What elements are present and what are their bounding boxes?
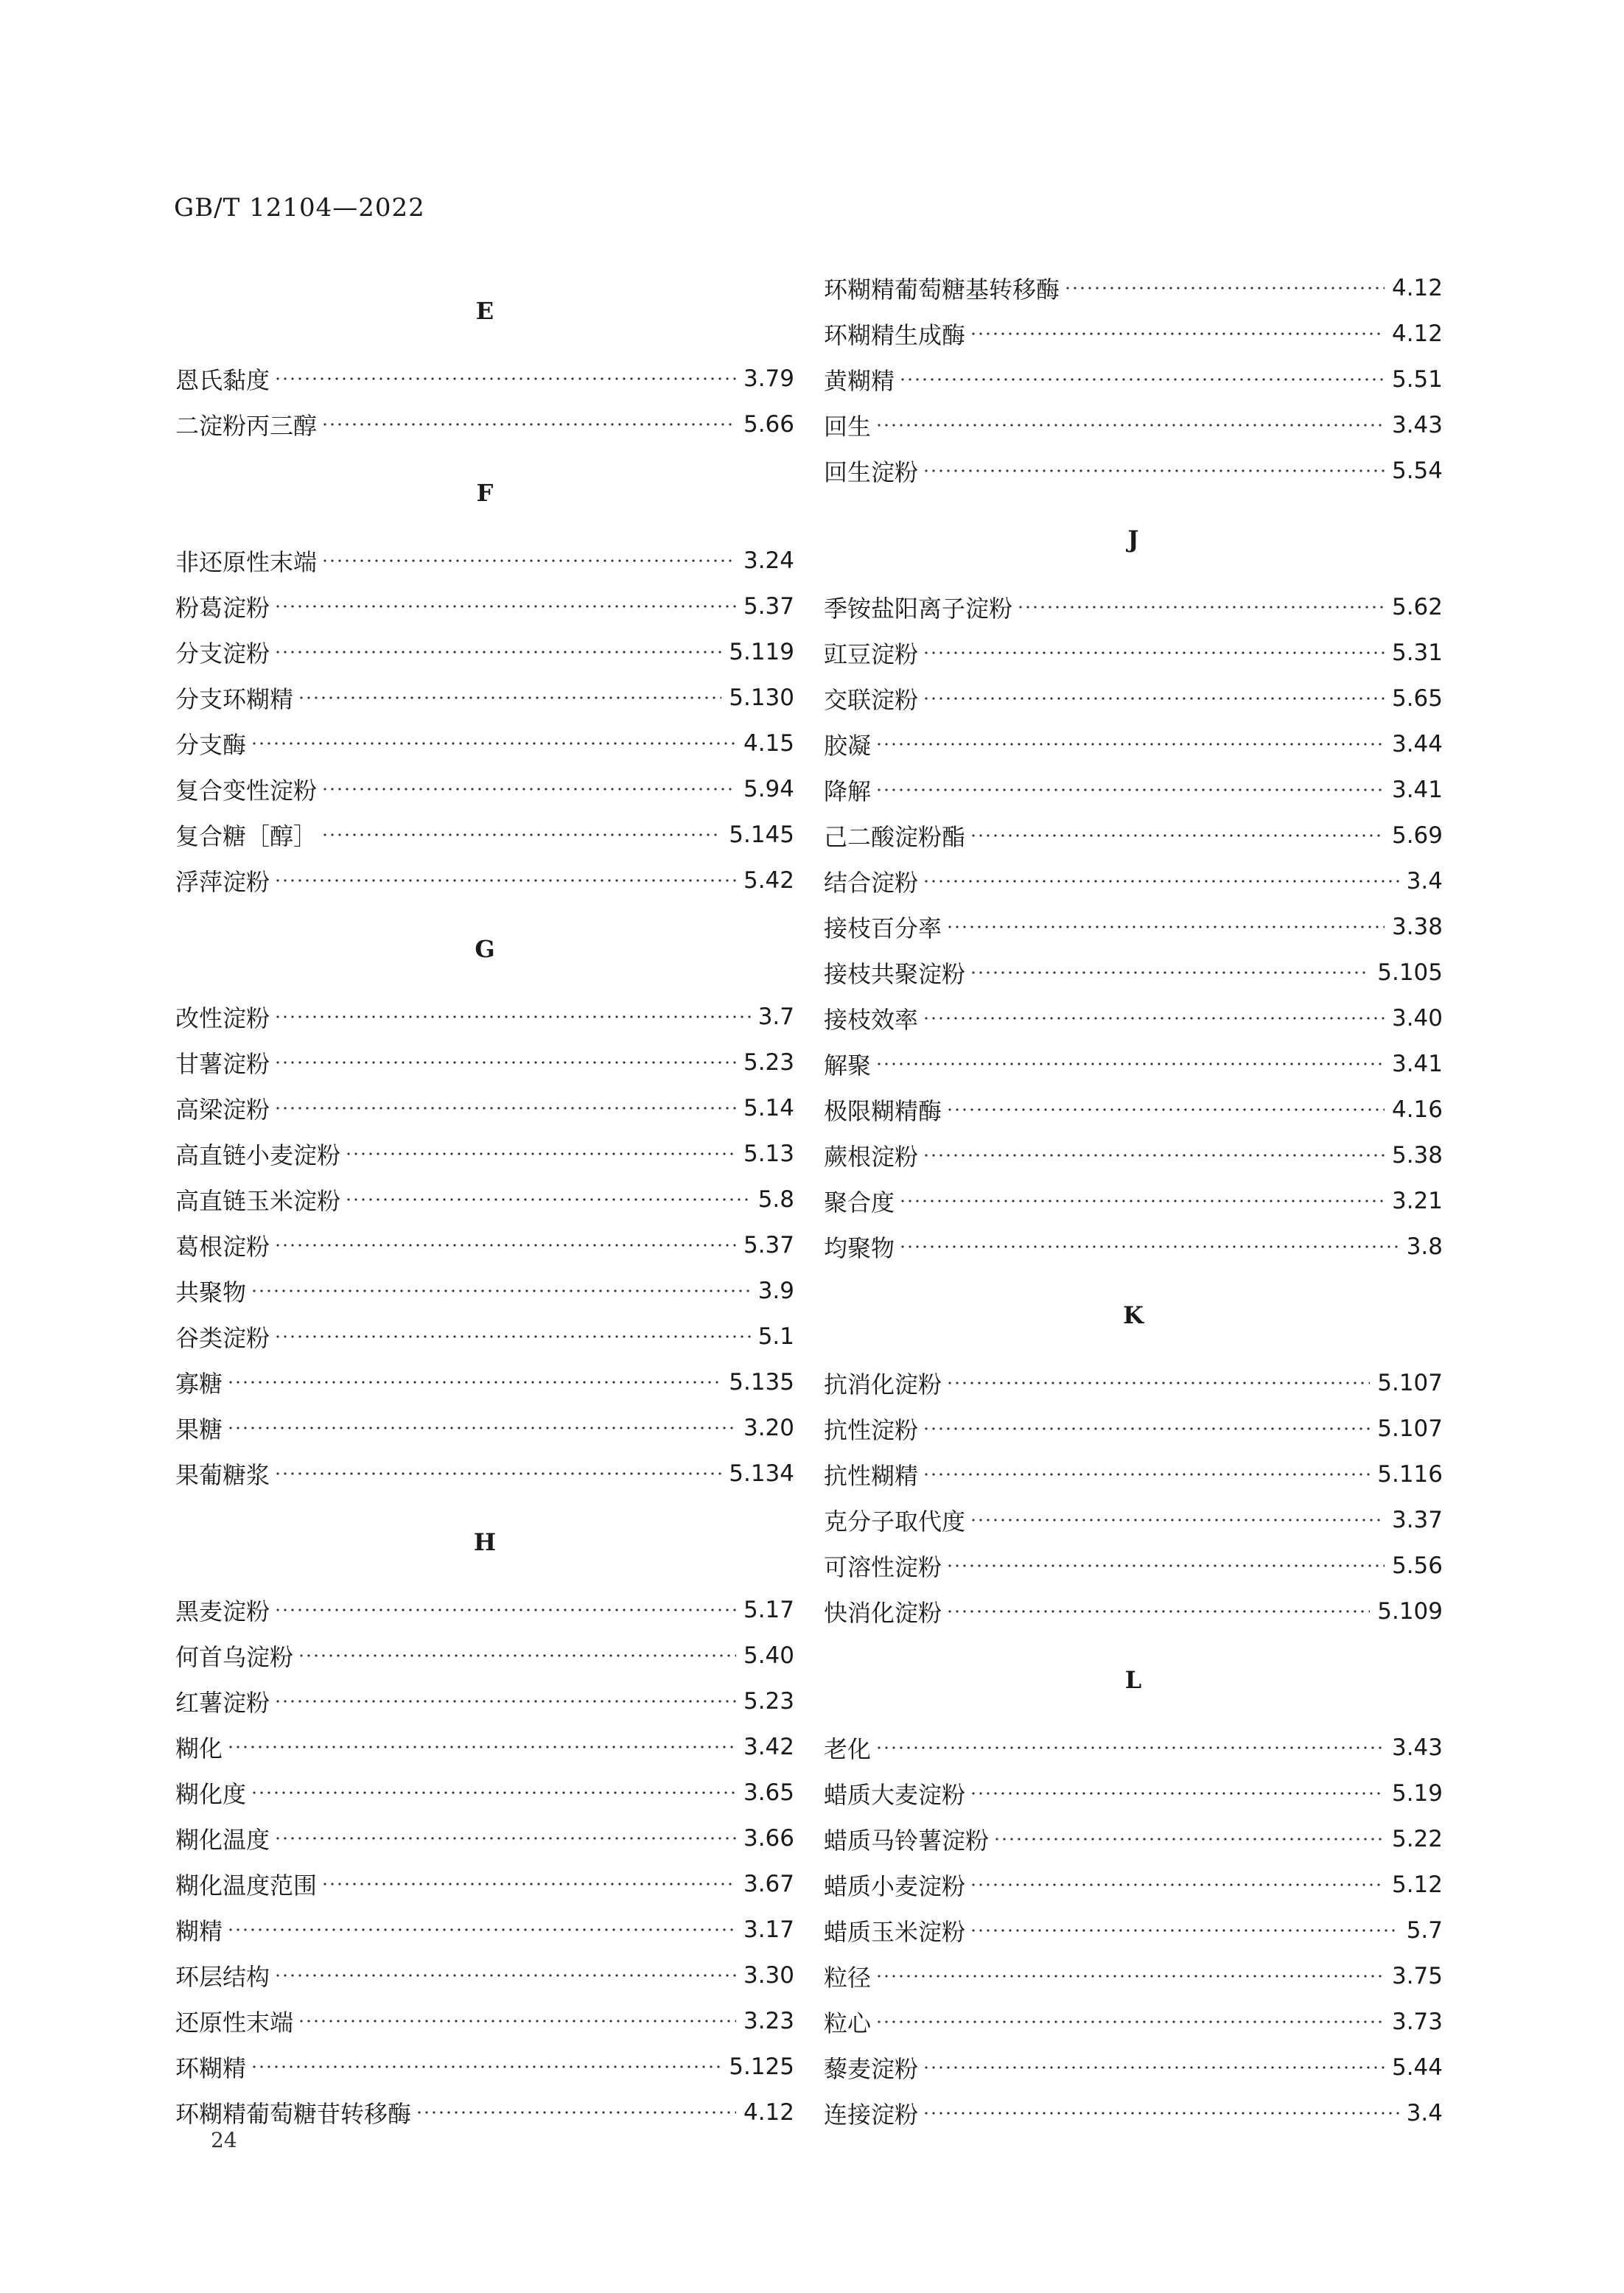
index-term: 还原性末端 [175, 2009, 294, 2037]
index-entry [824, 1133, 1443, 1178]
dot-leader [993, 1838, 1385, 1841]
dot-leader [251, 2065, 721, 2068]
dot-leader [251, 1791, 736, 1794]
clause-number: 5.130 [729, 685, 794, 711]
index-term: 糊化 [175, 1734, 223, 1762]
index-term: 果葡糖浆 [175, 1461, 270, 1489]
index-entry [824, 950, 1443, 995]
index-entry [824, 357, 1443, 402]
index-entry [824, 1862, 1443, 1908]
index-term: 浮萍淀粉 [175, 868, 270, 896]
clause-number: 3.75 [1391, 1963, 1443, 1989]
section-letter: F [476, 478, 494, 507]
dot-leader [321, 788, 736, 791]
dot-leader [227, 1746, 736, 1748]
clause-number: 3.17 [743, 1916, 794, 1943]
clause-number: 4.12 [1391, 275, 1443, 301]
dot-leader [274, 1608, 736, 1611]
clause-number: 4.12 [1391, 321, 1443, 347]
index-term: 解聚 [824, 1051, 872, 1079]
dot-leader [274, 1335, 751, 1338]
index-term: 甘薯淀粉 [175, 1050, 270, 1078]
clause-number: 3.37 [1391, 1507, 1443, 1533]
dot-leader [875, 1975, 1385, 1978]
clause-number: 5.13 [743, 1141, 794, 1167]
dot-leader [875, 424, 1385, 427]
clause-number: 5.116 [1377, 1461, 1443, 1488]
dot-leader [274, 1472, 721, 1475]
clause-number: 3.8 [1406, 1233, 1443, 1260]
clause-number: 5.7 [1406, 1917, 1443, 1944]
index-entry [824, 265, 1443, 311]
clause-number: 3.44 [1391, 731, 1443, 757]
index-entry [175, 1633, 794, 1678]
dot-leader [274, 651, 721, 654]
dot-leader [899, 1245, 1399, 1248]
dot-leader [875, 788, 1385, 791]
index-entry [824, 1360, 1443, 1406]
index-entry [175, 1359, 794, 1405]
index-entry [824, 584, 1443, 630]
index-entry [175, 1724, 794, 1770]
index-term: 红薯淀粉 [175, 1689, 270, 1717]
index-term: 回生淀粉 [824, 458, 919, 486]
index-entry [175, 858, 794, 903]
dot-leader [274, 1837, 736, 1840]
index-entry [824, 676, 1443, 721]
clause-number: 5.17 [743, 1597, 794, 1623]
clause-number: 3.40 [1391, 1005, 1443, 1032]
index-entry [824, 311, 1443, 357]
index-entry [175, 584, 794, 629]
index-term: 糊化温度 [175, 1826, 270, 1854]
index-term: 接枝效率 [824, 1006, 919, 1034]
index-term: 老化 [824, 1735, 872, 1763]
clause-number: 3.67 [743, 1871, 794, 1897]
clause-number: 5.105 [1377, 959, 1443, 986]
index-entry [824, 448, 1443, 494]
index-column-left [175, 265, 794, 2135]
index-entry [175, 1953, 794, 1998]
dot-leader [416, 2111, 736, 2114]
index-entry [824, 1497, 1443, 1543]
clause-number: 3.79 [743, 365, 794, 392]
index-entry [175, 629, 794, 675]
clause-number: 3.7 [757, 1004, 794, 1030]
index-term: 接枝共聚淀粉 [824, 960, 966, 988]
index-entry [824, 1452, 1443, 1497]
clause-number: 3.43 [1391, 1734, 1443, 1761]
clause-number: 3.38 [1391, 914, 1443, 940]
index-term: 分支环糊精 [175, 685, 294, 713]
index-term: 分支酶 [175, 731, 247, 759]
index-entry [175, 2090, 794, 2135]
clause-number: 5.37 [743, 1232, 794, 1258]
index-term: 何首乌淀粉 [175, 1643, 294, 1671]
index-entry [824, 858, 1443, 904]
index-column-right [824, 265, 1443, 2136]
dot-leader [274, 1974, 736, 1977]
index-entry [175, 1131, 794, 1177]
index-term: 复合变性淀粉 [175, 777, 318, 805]
index-entry [824, 1999, 1443, 2045]
index-entry [175, 994, 794, 1040]
section-letter: G [475, 934, 495, 963]
dot-leader [298, 696, 721, 699]
index-entry [824, 767, 1443, 813]
index-term: 极限糊精酶 [824, 1097, 942, 1125]
dot-leader [251, 742, 736, 745]
index-entry [175, 1998, 794, 2044]
clause-number: 5.31 [1391, 640, 1443, 666]
clause-number: 5.51 [1391, 366, 1443, 393]
dot-leader [946, 1108, 1385, 1111]
dot-leader [899, 1200, 1385, 1202]
dot-leader [274, 1061, 736, 1064]
index-term: 分支淀粉 [175, 640, 270, 668]
index-term: 蜡质玉米淀粉 [824, 1918, 966, 1946]
dot-leader [1017, 606, 1385, 609]
dot-leader [970, 1792, 1385, 1795]
dot-leader [923, 697, 1385, 700]
index-entry [824, 1087, 1443, 1133]
index-term: 二淀粉丙三醇 [175, 412, 318, 440]
index-entry [824, 1406, 1443, 1452]
index-entry [175, 1085, 794, 1131]
index-entry [824, 1543, 1443, 1589]
clause-number: 4.12 [743, 2099, 794, 2126]
clause-number: 5.42 [743, 867, 794, 894]
clause-number: 5.1 [757, 1323, 794, 1350]
index-term: 黄糊精 [824, 367, 895, 395]
dot-leader [274, 1015, 751, 1018]
index-term: 改性淀粉 [175, 1004, 270, 1032]
index-entry [175, 1678, 794, 1724]
clause-number: 5.22 [1391, 1826, 1443, 1852]
index-term: 糊精 [175, 1917, 223, 1945]
dot-leader [274, 1700, 736, 1703]
index-term: 环层结构 [175, 1963, 270, 1991]
clause-number: 3.9 [757, 1278, 794, 1304]
index-entry [824, 1041, 1443, 1087]
index-entry [175, 1177, 794, 1222]
index-entry [824, 1224, 1443, 1270]
index-entry [824, 1589, 1443, 1634]
index-term: 抗性糊精 [824, 1462, 919, 1490]
clause-number: 5.134 [729, 1460, 794, 1487]
dot-leader [970, 1929, 1399, 1932]
clause-number: 3.20 [743, 1415, 794, 1441]
index-entry [175, 766, 794, 812]
index-entry [824, 1178, 1443, 1224]
clause-number: 5.66 [743, 411, 794, 438]
index-entry [824, 904, 1443, 950]
dot-leader [298, 1654, 736, 1657]
index-entry [175, 721, 794, 766]
dot-leader [321, 423, 736, 426]
index-term: 可溶性淀粉 [824, 1553, 942, 1581]
clause-number: 5.19 [1391, 1780, 1443, 1807]
dot-leader [274, 605, 736, 608]
dot-leader [875, 2020, 1385, 2023]
clause-number: 3.4 [1406, 868, 1443, 895]
index-entry [824, 402, 1443, 448]
index-term: 谷类淀粉 [175, 1324, 270, 1352]
dot-leader [923, 2112, 1399, 2115]
index-term: 环糊精葡萄糖苷转移酶 [175, 2100, 412, 2128]
index-entry [175, 812, 794, 858]
dot-leader [946, 1382, 1370, 1384]
dot-leader [251, 1289, 751, 1292]
dot-leader [274, 1244, 736, 1247]
dot-leader [923, 651, 1385, 654]
index-term: 粒径 [824, 1964, 872, 1992]
clause-number: 5.109 [1377, 1598, 1443, 1625]
index-entry [175, 1907, 794, 1953]
index-term: 高直链玉米淀粉 [175, 1187, 341, 1215]
dot-leader [970, 971, 1370, 974]
clause-number: 5.69 [1391, 822, 1443, 849]
index-entry [824, 1816, 1443, 1862]
dot-leader [321, 559, 736, 562]
section-letter: K [1123, 1300, 1144, 1329]
clause-number: 5.65 [1391, 685, 1443, 712]
clause-number: 3.21 [1391, 1188, 1443, 1214]
index-entry [824, 1908, 1443, 1953]
clause-number: 3.30 [743, 1962, 794, 1989]
clause-number: 3.73 [1391, 2009, 1443, 2035]
clause-number: 5.94 [743, 776, 794, 802]
clause-number: 4.15 [743, 730, 794, 757]
dot-leader [946, 925, 1385, 928]
index-term: 蜡质大麦淀粉 [824, 1781, 966, 1809]
clause-number: 5.40 [743, 1642, 794, 1669]
dot-leader [274, 1107, 736, 1110]
index-entry [824, 1725, 1443, 1771]
index-term: 降解 [824, 777, 872, 805]
index-entry [824, 813, 1443, 858]
clause-number: 5.23 [743, 1688, 794, 1715]
dot-leader [321, 833, 721, 836]
index-term: 糊化温度范围 [175, 1872, 318, 1900]
index-term: 蜡质马铃薯淀粉 [824, 1827, 990, 1855]
index-term: 果糖 [175, 1415, 223, 1443]
index-entry [824, 721, 1443, 767]
clause-number: 5.54 [1391, 458, 1443, 484]
dot-leader [875, 743, 1385, 746]
clause-number: 5.23 [743, 1049, 794, 1076]
dot-leader [946, 1610, 1370, 1613]
dot-leader [227, 1928, 736, 1931]
clause-number: 3.24 [743, 547, 794, 574]
index-entry [175, 1770, 794, 1816]
index-term: 寡糖 [175, 1370, 223, 1398]
clause-number: 5.12 [1391, 1872, 1443, 1898]
dot-leader [321, 1883, 736, 1886]
dot-leader [946, 1564, 1385, 1567]
clause-number: 5.62 [1391, 594, 1443, 620]
index-term: 粉葛淀粉 [175, 594, 270, 622]
clause-number: 4.16 [1391, 1096, 1443, 1123]
index-term: 蜡质小麦淀粉 [824, 1872, 966, 1900]
page-number: 24 [211, 2128, 237, 2152]
index-entry [824, 2045, 1443, 2090]
index-term: 豇豆淀粉 [824, 640, 919, 668]
index-entry [175, 1268, 794, 1314]
index-term: 聚合度 [824, 1188, 895, 1216]
clause-number: 5.14 [743, 1095, 794, 1121]
clause-number: 5.37 [743, 593, 794, 620]
clause-number: 3.41 [1391, 1051, 1443, 1077]
dot-leader [923, 2066, 1385, 2069]
clause-number: 5.8 [757, 1186, 794, 1213]
index-entry [824, 1771, 1443, 1816]
index-term: 接枝百分率 [824, 914, 942, 942]
index-term: 抗性淀粉 [824, 1416, 919, 1444]
clause-number: 5.145 [729, 822, 794, 848]
index-entry [175, 538, 794, 584]
index-term: 结合淀粉 [824, 869, 919, 897]
index-entry [175, 675, 794, 721]
dot-leader [923, 880, 1399, 883]
clause-number: 5.107 [1377, 1370, 1443, 1396]
index-term: 蕨根淀粉 [824, 1143, 919, 1171]
index-term: 共聚物 [175, 1278, 247, 1306]
index-term: 黑麦淀粉 [175, 1597, 270, 1625]
dot-leader [899, 378, 1385, 381]
index-term: 交联淀粉 [824, 686, 919, 714]
index-entry [175, 1405, 794, 1451]
standard-code-header: GB/T 12104—2022 [174, 193, 425, 223]
clause-number: 5.56 [1391, 1552, 1443, 1579]
index-entry [175, 1040, 794, 1085]
clause-number: 5.38 [1391, 1142, 1443, 1169]
section-letter: L [1124, 1665, 1142, 1694]
clause-number: 3.42 [743, 1734, 794, 1760]
index-term: 糊化度 [175, 1780, 247, 1808]
dot-leader [970, 834, 1385, 837]
index-entry [175, 1451, 794, 1496]
index-term: 抗消化淀粉 [824, 1370, 942, 1398]
index-entry [175, 1816, 794, 1861]
dot-leader [923, 1473, 1370, 1476]
index-entry [175, 1861, 794, 1907]
dot-leader [298, 2020, 736, 2023]
dot-leader [345, 1152, 736, 1155]
dot-leader [875, 1746, 1385, 1749]
clause-number: 5.119 [729, 639, 794, 665]
clause-number: 5.44 [1391, 2054, 1443, 2081]
index-term: 均聚物 [824, 1234, 895, 1262]
index-entry [175, 1314, 794, 1359]
index-entry [175, 356, 794, 402]
index-term: 恩氏黏度 [175, 366, 270, 394]
index-term: 环糊精 [175, 2054, 247, 2082]
index-term: 环糊精葡萄糖基转移酶 [824, 276, 1060, 304]
index-entry [824, 995, 1443, 1041]
index-term: 回生 [824, 413, 872, 441]
index-term: 连接淀粉 [824, 2101, 919, 2129]
index-term: 克分子取代度 [824, 1508, 966, 1536]
dot-leader [227, 1426, 736, 1429]
section-letter: H [473, 1527, 497, 1556]
dot-leader [274, 879, 736, 882]
dot-leader [923, 469, 1385, 472]
dot-leader [923, 1017, 1385, 1020]
index-term: 环糊精生成酶 [824, 321, 966, 349]
dot-leader [875, 1063, 1385, 1065]
clause-number: 5.125 [729, 2054, 794, 2080]
dot-leader [923, 1154, 1385, 1157]
index-term: 高直链小麦淀粉 [175, 1141, 341, 1169]
index-entry [175, 402, 794, 447]
index-term: 藜麦淀粉 [824, 2055, 919, 2083]
index-term: 非还原性末端 [175, 548, 318, 576]
dot-leader [970, 1519, 1385, 1522]
index-term: 快消化淀粉 [824, 1599, 942, 1627]
index-term: 己二酸淀粉酯 [824, 823, 966, 851]
index-term: 葛根淀粉 [175, 1233, 270, 1261]
dot-leader [970, 1883, 1385, 1886]
index-term: 粒心 [824, 2009, 872, 2037]
dot-leader [274, 377, 736, 380]
dot-leader [345, 1198, 751, 1201]
clause-number: 3.65 [743, 1779, 794, 1806]
clause-number: 3.4 [1406, 2100, 1443, 2126]
dot-leader [227, 1381, 721, 1384]
index-entry [175, 1587, 794, 1633]
index-entry [824, 2090, 1443, 2136]
index-term: 复合糖［醇］ [175, 822, 318, 850]
index-term: 高梁淀粉 [175, 1096, 270, 1124]
clause-number: 5.135 [729, 1369, 794, 1396]
clause-number: 3.66 [743, 1825, 794, 1852]
index-entry [824, 630, 1443, 676]
clause-number: 3.41 [1391, 777, 1443, 803]
dot-leader [1064, 287, 1385, 290]
dot-leader [970, 332, 1385, 335]
clause-number: 3.23 [743, 2008, 794, 2034]
section-letter: E [475, 296, 494, 325]
clause-number: 5.107 [1377, 1415, 1443, 1442]
index-term: 季铵盐阳离子淀粉 [824, 595, 1013, 623]
clause-number: 3.43 [1391, 412, 1443, 438]
index-entry [824, 1953, 1443, 1999]
dot-leader [923, 1427, 1370, 1430]
index-term: 胶凝 [824, 732, 872, 760]
index-entry [175, 2044, 794, 2090]
section-letter: J [1127, 525, 1139, 553]
index-entry [175, 1222, 794, 1268]
